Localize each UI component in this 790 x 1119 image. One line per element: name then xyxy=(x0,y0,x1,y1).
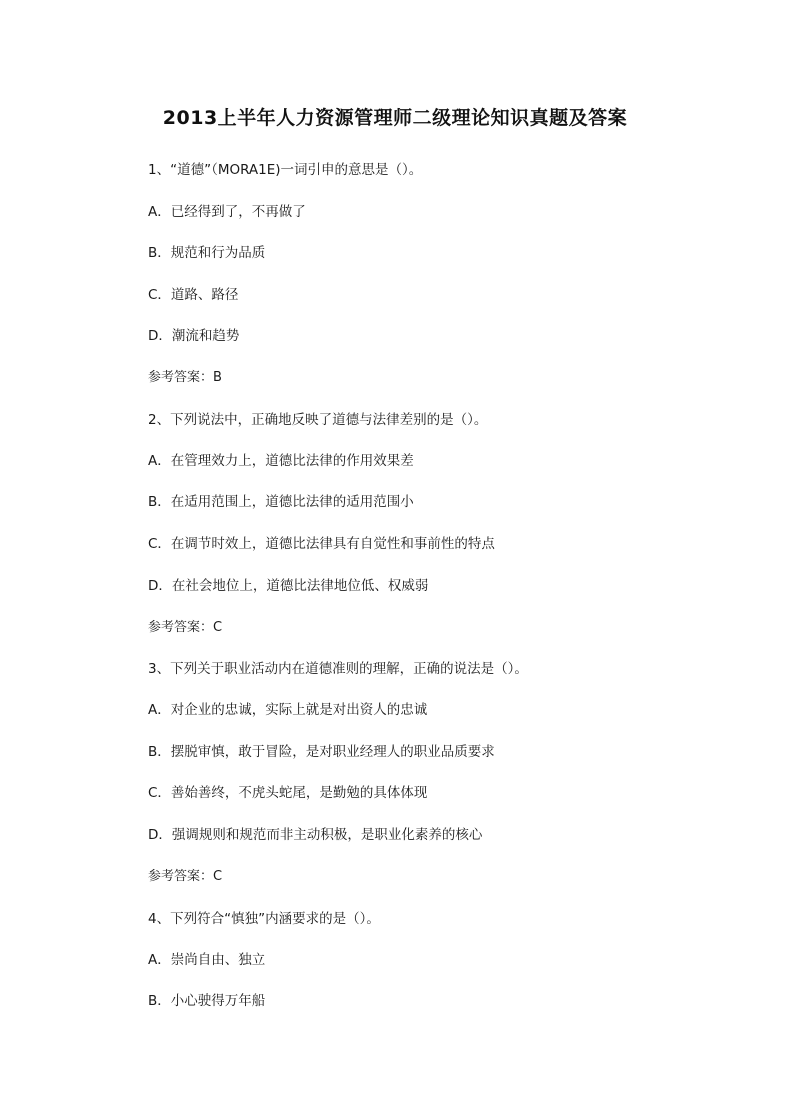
question-3-option-b: B．摆脱审慎，敢于冒险，是对职业经理人的职业品质要求 xyxy=(148,744,495,760)
question-1-option-c: C．道路、路径 xyxy=(148,287,239,303)
question-1-stem: 1、“道德”（MORA1E)一词引申的意思是（）。 xyxy=(148,162,423,178)
question-1-option-d: D．潮流和趋势 xyxy=(148,328,240,344)
question-3-option-c: C．善始善终，不虎头蛇尾，是勤勉的具体体现 xyxy=(148,785,428,801)
question-1-option-a: A．已经得到了，不再做了 xyxy=(148,204,306,220)
question-1-option-b: B．规范和行为品质 xyxy=(148,245,266,261)
question-2-option-c: C．在调节时效上，道德比法律具有自觉性和事前性的特点 xyxy=(148,536,495,552)
question-2-answer: 参考答案：C xyxy=(148,620,223,635)
question-3-option-a: A．对企业的忠诚，实际上就是对出资人的忠诚 xyxy=(148,702,428,718)
question-3-answer: 参考答案：C xyxy=(148,869,223,884)
question-2-option-a: A．在管理效力上，道德比法律的作用效果差 xyxy=(148,453,414,469)
question-3-stem: 3、下列关于职业活动内在道德准则的理解，正确的说法是（）。 xyxy=(148,661,528,677)
question-4-stem: 4、下列符合“慎独”内涵要求的是（）。 xyxy=(148,911,380,927)
question-1-answer: 参考答案：B xyxy=(148,370,222,385)
question-2-stem: 2、下列说法中，正确地反映了道德与法律差别的是（）。 xyxy=(148,412,488,428)
question-3-option-d: D．强调规则和规范而非主动积极，是职业化素养的核心 xyxy=(148,827,483,843)
question-4-option-b: B．小心驶得万年船 xyxy=(148,993,266,1009)
document-title: 2013上半年人力资源管理师二级理论知识真题及答案 xyxy=(162,107,628,129)
question-4-option-a: A．崇尚自由、独立 xyxy=(148,952,266,968)
question-2-option-d: D．在社会地位上，道德比法律地位低、权威弱 xyxy=(148,578,429,594)
question-2-option-b: B．在适用范围上，道德比法律的适用范围小 xyxy=(148,494,414,510)
